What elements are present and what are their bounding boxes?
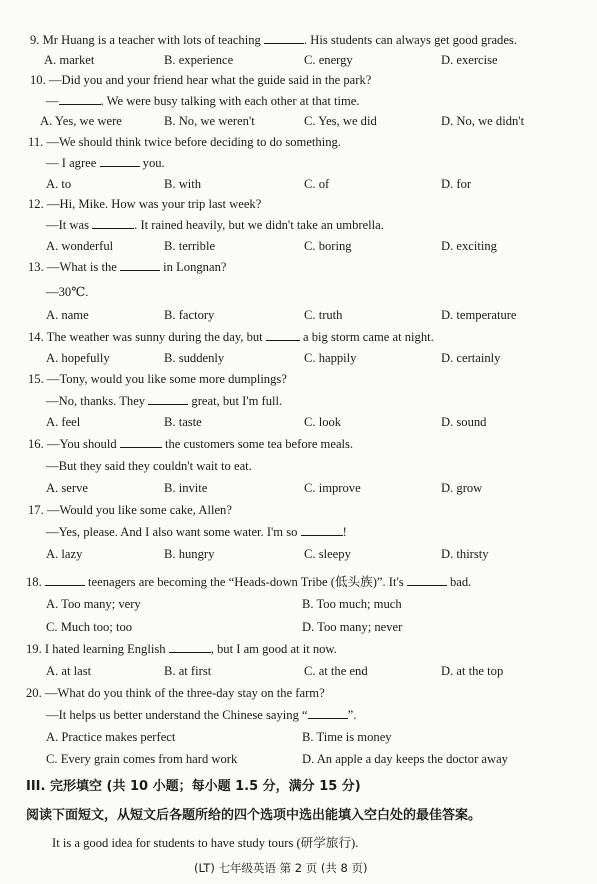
question-20-stem: 20. —What do you think of the three-day stay on the farm? <box>26 686 325 700</box>
q16-option-d[interactable]: D. grow <box>441 481 483 495</box>
q20-option-a[interactable]: A. Practice makes perfect <box>46 730 176 744</box>
q12-option-a[interactable]: A. wonderful <box>46 239 114 253</box>
q19-option-a[interactable]: A. at last <box>46 664 92 678</box>
q13-option-c[interactable]: C. truth <box>304 308 343 322</box>
section-instruction: 阅读下面短文，从短文后各题所给的四个选项中选出能填入空白处的最佳答案。 <box>26 808 482 823</box>
question-12-stem: 12. —Hi, Mike. How was your trip last week? <box>28 197 262 211</box>
answer-blank <box>169 642 211 653</box>
answer-blank <box>301 525 343 536</box>
question-16-response: —But they said they couldn't wait to eat. <box>46 459 252 473</box>
q18-option-a[interactable]: A. Too many; very <box>46 597 141 611</box>
q10-option-c[interactable]: C. Yes, we did <box>304 114 377 128</box>
q9-option-b[interactable]: B. experience <box>164 53 234 67</box>
q16-option-b[interactable]: B. invite <box>164 481 208 495</box>
question-9-stem: 9. Mr Huang is a teacher with lots of teaching . His students can always get good grades. <box>30 33 517 47</box>
question-14-stem: 14. The weather was sunny during the day, but a big storm came at night. <box>28 330 434 344</box>
q15-option-a[interactable]: A. feel <box>46 415 81 429</box>
q18-option-c[interactable]: C. Much too; too <box>46 620 133 634</box>
q11-option-d[interactable]: D. for <box>441 177 472 191</box>
q17-option-a[interactable]: A. lazy <box>46 547 83 561</box>
question-13-stem: 13. —What is the in Longnan? <box>28 260 227 274</box>
q10-option-d[interactable]: D. No, we didn't <box>441 114 525 128</box>
question-15-response: —No, thanks. They great, but I'm full. <box>46 394 283 408</box>
q14-option-a[interactable]: A. hopefully <box>46 351 110 365</box>
question-10-response: — . We were busy talking with each other at that time. <box>46 94 360 108</box>
q15-option-c[interactable]: C. look <box>304 415 342 429</box>
passage-first-sentence: It is a good idea for students to have study tours (研学旅行). <box>52 836 359 850</box>
q14-option-b[interactable]: B. suddenly <box>164 351 225 365</box>
q13-option-b[interactable]: B. factory <box>164 308 215 322</box>
q20-option-b[interactable]: B. Time is money <box>302 730 392 744</box>
answer-blank <box>120 437 162 448</box>
q10-option-a[interactable]: A. Yes, we were <box>40 114 122 128</box>
q18-option-d[interactable]: D. Too many; never <box>302 620 403 634</box>
section-heading: III. 完形填空 (共 10 小题；每小题 1.5 分，满分 15 分) <box>26 779 361 794</box>
question-19-stem: 19. I hated learning English , but I am good at it now. <box>26 642 337 656</box>
q13-option-a[interactable]: A. name <box>46 308 89 322</box>
answer-blank <box>407 575 447 586</box>
answer-blank <box>308 708 348 719</box>
question-11-response: — I agree you. <box>46 156 165 170</box>
answer-blank <box>100 156 140 167</box>
q15-option-b[interactable]: B. taste <box>164 415 202 429</box>
q11-option-a[interactable]: A. to <box>46 177 72 191</box>
q15-option-d[interactable]: D. sound <box>441 415 487 429</box>
answer-blank <box>59 94 101 105</box>
answer-blank <box>266 330 300 341</box>
q19-option-b[interactable]: B. at first <box>164 664 212 678</box>
q16-option-c[interactable]: C. improve <box>304 481 361 495</box>
q19-option-c[interactable]: C. at the end <box>304 664 368 678</box>
question-13-response: —30℃. <box>46 285 89 299</box>
question-17-stem: 17. —Would you like some cake, Allen? <box>28 503 232 517</box>
answer-blank <box>148 394 188 405</box>
answer-blank <box>45 575 85 586</box>
q12-option-b[interactable]: B. terrible <box>164 239 216 253</box>
q16-option-a[interactable]: A. serve <box>46 481 88 495</box>
q10-option-b[interactable]: B. No, we weren't <box>164 114 255 128</box>
answer-blank <box>264 33 304 44</box>
q9-option-a[interactable]: A. market <box>44 53 95 67</box>
q17-option-d[interactable]: D. thirsty <box>441 547 489 561</box>
q17-option-b[interactable]: B. hungry <box>164 547 215 561</box>
q19-option-d[interactable]: D. at the top <box>441 664 504 678</box>
question-17-response: —Yes, please. And I also want some water. I'm so ! <box>46 525 347 539</box>
question-20-response: —It helps us better understand the Chinese saying “ ”. <box>46 708 357 722</box>
question-16-stem: 16. —You should the customers some tea before meals. <box>28 437 354 451</box>
q18-option-b[interactable]: B. Too much; much <box>302 597 402 611</box>
q14-option-d[interactable]: D. certainly <box>441 351 501 365</box>
question-15-stem: 15. —Tony, would you like some more dumplings? <box>28 372 287 386</box>
q14-option-c[interactable]: C. happily <box>304 351 357 365</box>
q20-option-d[interactable]: D. An apple a day keeps the doctor away <box>302 752 508 766</box>
question-10-stem: 10. —Did you and your friend hear what the guide said in the park? <box>30 73 372 87</box>
q11-option-c[interactable]: C. of <box>304 177 330 191</box>
q11-option-b[interactable]: B. with <box>164 177 202 191</box>
question-12-response: —It was . It rained heavily, but we didn't take an umbrella. <box>46 218 384 232</box>
q12-option-c[interactable]: C. boring <box>304 239 352 253</box>
page-footer: (LT) 七年级英语 第 2 页 (共 8 页) <box>194 861 368 875</box>
question-18-stem: 18. teenagers are becoming the “Heads-down Tribe (低头族)”. It's bad. <box>26 575 472 589</box>
q17-option-c[interactable]: C. sleepy <box>304 547 351 561</box>
q9-option-d[interactable]: D. exercise <box>441 53 498 67</box>
q12-option-d[interactable]: D. exciting <box>441 239 497 253</box>
q20-option-c[interactable]: C. Every grain comes from hard work <box>46 752 238 766</box>
answer-blank <box>92 218 134 229</box>
q9-option-c[interactable]: C. energy <box>304 53 353 67</box>
answer-blank <box>120 260 160 271</box>
q13-option-d[interactable]: D. temperature <box>441 308 517 322</box>
question-11-stem: 11. —We should think twice before deciding to do something. <box>28 135 341 149</box>
